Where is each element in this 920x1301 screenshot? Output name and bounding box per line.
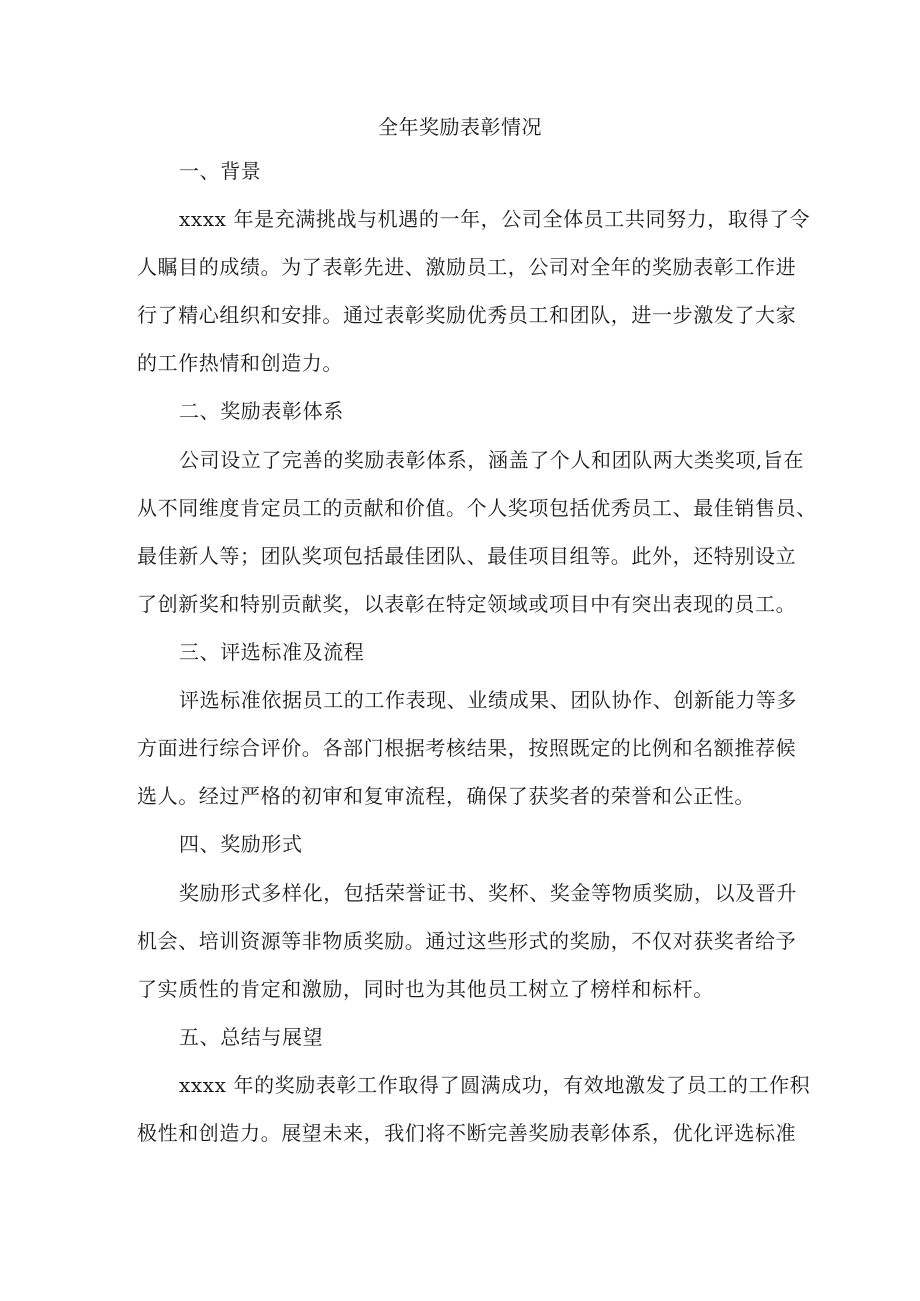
paragraph-line: xxxx 年的奖励表彰工作取得了圆满成功，有效地激发了员工的工作积 [179,1073,811,1097]
paragraph-line: 的工作热情和创造力。 [137,351,343,375]
paragraph-line: 方面进行综合评价。各部门根据考核结果，按照既定的比例和名额推荐候 [137,736,797,760]
section-heading-criteria: 三、评选标准及流程 [179,640,365,664]
paragraph-line: 行了精心组织和安排。通过表彰奖励优秀员工和团队，进一步激发了大家 [137,303,797,327]
document-title: 全年奖励表彰情况 [378,115,542,139]
paragraph-line: xxxx 年是充满挑战与机遇的一年，公司全体员工共同努力，取得了令 [179,207,811,231]
paragraph-line: 机会、培训资源等非物质奖励。通过这些形式的奖励，不仅对获奖者给予 [137,929,797,953]
section-heading-award-forms: 四、奖励形式 [179,832,303,856]
paragraph-line: 人瞩目的成绩。为了表彰先进、激励员工，公司对全年的奖励表彰工作进 [137,255,797,279]
paragraph-line: 了实质性的肯定和激励，同时也为其他员工树立了榜样和标杆。 [137,977,714,1001]
section-heading-background: 一、背景 [179,159,262,183]
section-heading-summary: 五、总结与展望 [179,1025,324,1049]
paragraph-line: 了创新奖和特别贡献奖，以表彰在特定领域或项目中有突出表现的员工。 [137,592,797,616]
paragraph-line: 评选标准依据员工的工作表现、业绩成果、团队协作、创新能力等多 [179,688,797,712]
paragraph-line: 极性和创造力。展望未来，我们将不断完善奖励表彰体系，优化评选标准 [137,1121,797,1145]
paragraph-line: 奖励形式多样化，包括荣誉证书、奖杯、奖金等物质奖励，以及晋升 [179,881,797,905]
paragraph-line: 选人。经过严格的初审和复审流程，确保了获奖者的荣誉和公正性。 [137,784,755,808]
paragraph-line: 最佳新人等；团队奖项包括最佳团队、最佳项目组等。此外，还特别设立 [137,544,797,568]
paragraph-line: 从不同维度肯定员工的贡献和价值。个人奖项包括优秀员工、最佳销售员、 [137,496,817,520]
section-heading-award-system: 二、奖励表彰体系 [179,399,344,423]
paragraph-line: 公司设立了完善的奖励表彰体系，涵盖了个人和团队两大类奖项,旨在 [179,448,804,472]
